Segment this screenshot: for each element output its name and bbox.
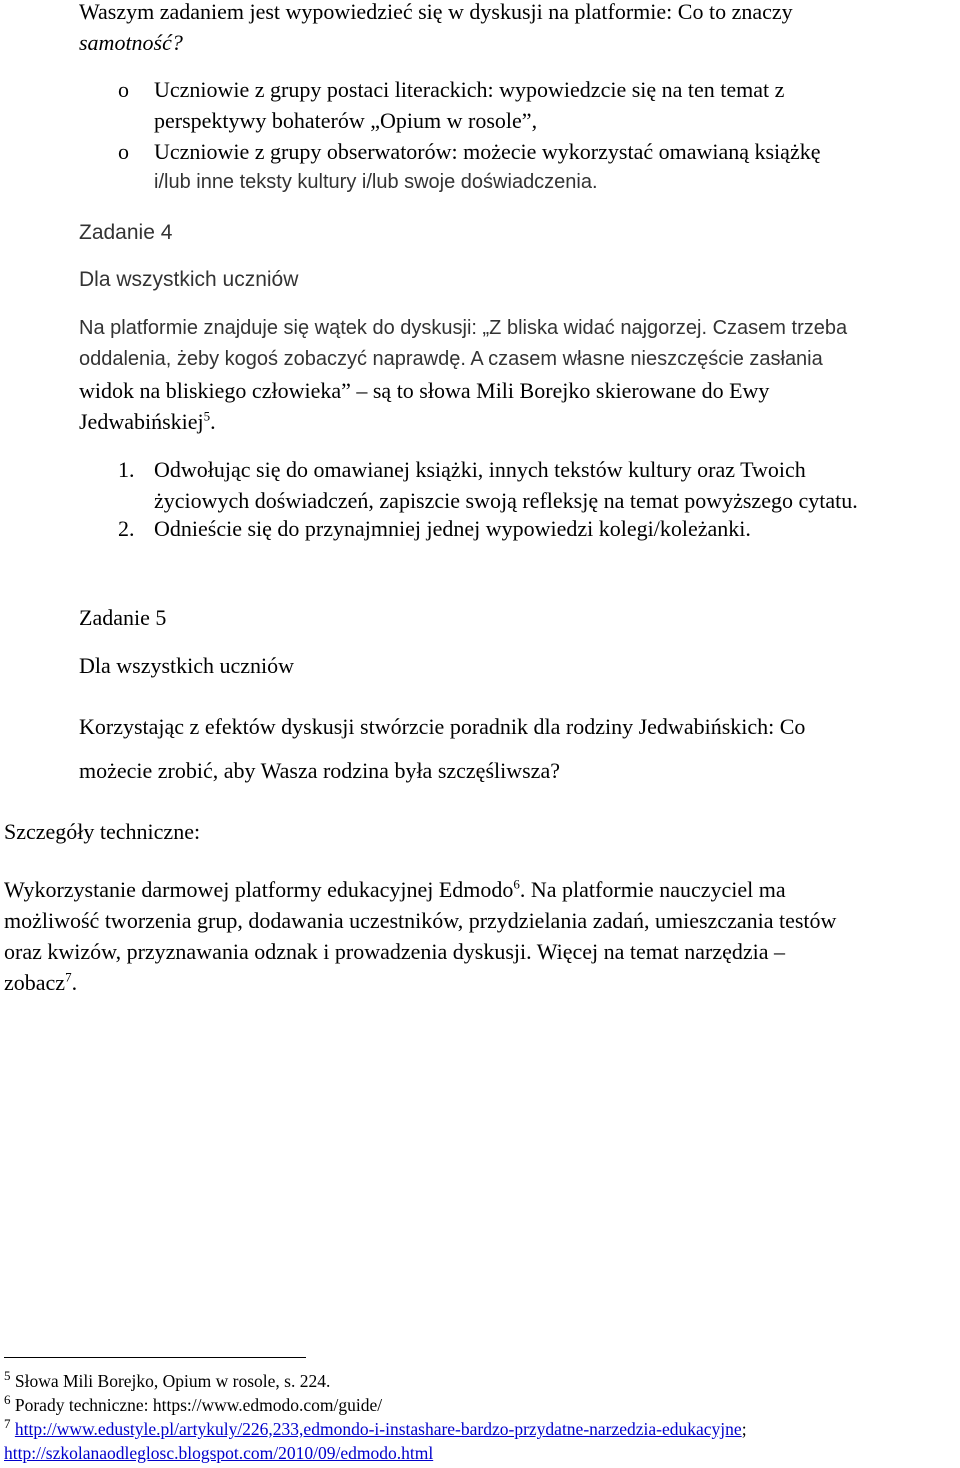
intro-text: Waszym zadaniem jest wypowiedzieć się w dyskusji na platformie: Co to znaczy xyxy=(79,0,793,24)
footnote-text: Porady techniczne: https://www.edmodo.com/guide/ xyxy=(14,1395,383,1415)
task4-audience: Dla wszystkich uczniów xyxy=(79,268,299,291)
task4-paragraph-line xyxy=(79,406,216,437)
paragraph-text: . xyxy=(71,970,78,995)
task4-paragraph-line: widok na bliskiego człowieka” – są to słowa Mili Borejko skierowane do Ewy xyxy=(79,378,770,403)
footnote-separator-text: ; xyxy=(741,1419,747,1439)
task5-audience: Dla wszystkich uczniów xyxy=(79,653,295,678)
footnote-number: 5 xyxy=(4,1368,11,1384)
task4-paragraph-line: oddalenia, żeby kogoś zobaczyć naprawdę. A czasem własne nieszczęście zasłania xyxy=(79,348,823,370)
footnote-ref: 7 xyxy=(65,969,72,985)
footnote-number: 6 xyxy=(4,1392,11,1408)
footnote-number: 7 xyxy=(4,1416,11,1432)
paragraph-text: Jedwabińskiej xyxy=(79,409,204,434)
paragraph-text: . xyxy=(210,409,216,434)
footnote-7 xyxy=(4,1418,747,1440)
tech-paragraph-line xyxy=(4,967,77,998)
footnote-link[interactable]: http://www.edustyle.pl/artykuly/226,233,edmondo-i-instashare-bardzo-przydatne-narzedzia-edukacyjne xyxy=(14,1419,742,1439)
tech-paragraph-line xyxy=(4,874,786,905)
paragraph-text: . Na platformie nauczyciel ma xyxy=(519,877,786,902)
bullet-text-line: perspektywy bohaterów „Opium w rosole”, xyxy=(154,108,538,133)
item-number: 2. xyxy=(118,516,135,541)
bullet-text-line: Uczniowie z grupy obserwatorów: możecie wykorzystać omawianą książkę xyxy=(154,139,821,164)
item-text-line: Odnieście się do przynajmniej jednej wypowiedzi kolegi/koleżanki. xyxy=(154,516,751,541)
paragraph-text: Wykorzystanie darmowej platformy edukacyjnej Edmodo xyxy=(4,877,514,902)
tech-paragraph-line: możliwość tworzenia grup, dodawania uczestników, przydzielania zadań, umieszczania testów xyxy=(4,908,837,933)
task4-heading: Zadanie 4 xyxy=(79,221,173,244)
bullet-text-line: i/lub inne teksty kultury i/lub swoje doświadczenia. xyxy=(154,171,598,193)
intro-line-1 xyxy=(79,0,955,27)
footnote-5 xyxy=(4,1370,330,1392)
footnote-link[interactable]: http://szkolanaodleglosc.blogspot.com/2010/09/edmodo.html xyxy=(4,1443,434,1463)
tech-paragraph-line: oraz kwizów, przyznawania odznak i prowadzenia dyskusji. Więcej na temat narzędzia – xyxy=(4,939,785,964)
bullet-marker: o xyxy=(118,139,129,164)
footnote-6 xyxy=(4,1394,382,1416)
task5-paragraph-line: Korzystając z efektów dyskusji stwórzcie poradnik dla rodziny Jedwabińskich: Co xyxy=(79,714,806,739)
task5-heading: Zadanie 5 xyxy=(79,605,167,630)
footnote-separator xyxy=(4,1357,306,1358)
item-text-line: życiowych doświadczeń, zapiszcie swoją refleksję na temat powyższego cytatu. xyxy=(154,488,858,513)
paragraph-text: zobacz xyxy=(4,970,66,995)
footnote-ref: 5 xyxy=(203,408,211,424)
intro-line-2: samotność? xyxy=(79,30,183,55)
item-number: 1. xyxy=(118,457,135,482)
task5-paragraph-line: możecie zrobić, aby Wasza rodzina była szczęśliwsza? xyxy=(79,758,560,783)
task4-paragraph-line: Na platformie znajduje się wątek do dyskusji: „Z bliska widać najgorzej. Czasem trzeba xyxy=(79,317,848,339)
footnote-ref: 6 xyxy=(513,876,520,892)
footnote-7-continued xyxy=(4,1442,433,1464)
bullet-marker: o xyxy=(118,77,129,102)
bullet-text-line: Uczniowie z grupy postaci literackich: wypowiedzcie się na ten temat z xyxy=(154,77,785,102)
footnote-text: Słowa Mili Borejko, Opium w rosole, s. 224. xyxy=(14,1371,331,1391)
tech-heading: Szczegóły techniczne: xyxy=(4,819,201,844)
item-text-line: Odwołując się do omawianej książki, innych tekstów kultury oraz Twoich xyxy=(154,457,806,482)
